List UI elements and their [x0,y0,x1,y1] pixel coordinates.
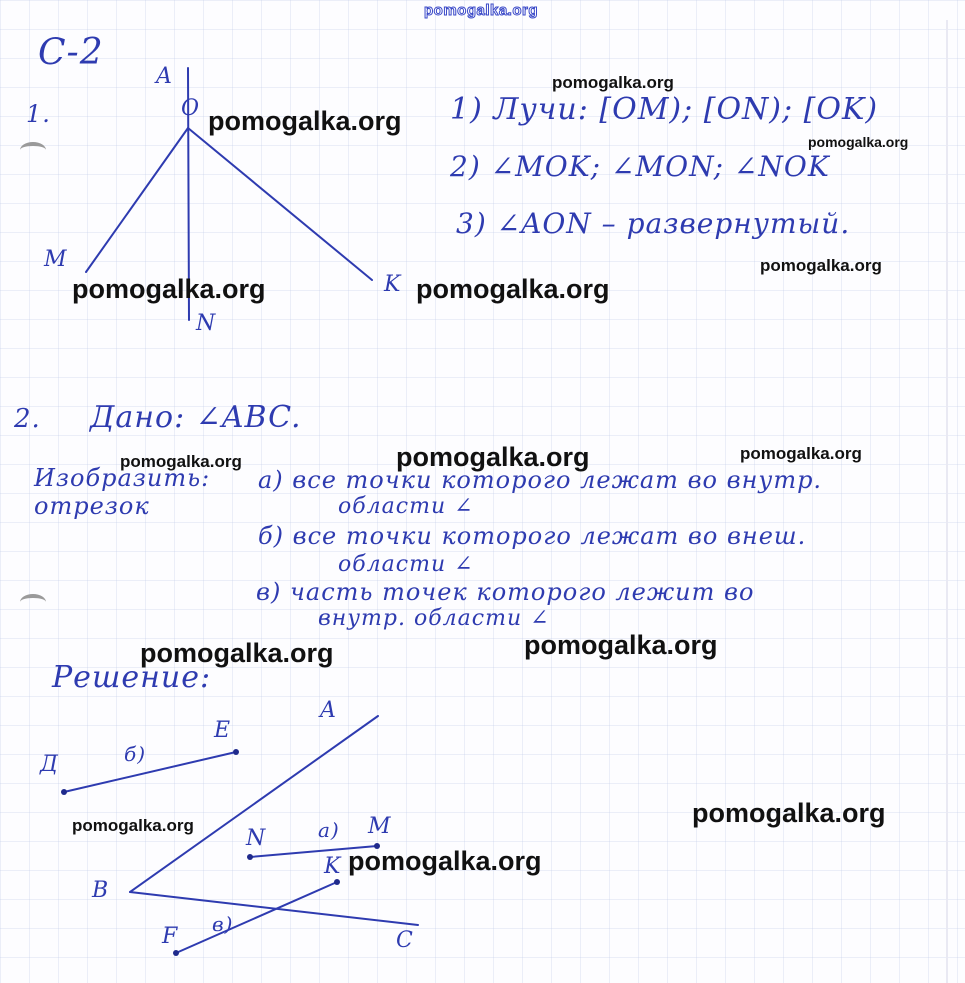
watermark: pomogalka.org [740,444,862,463]
point-a-label: A [156,64,173,89]
point-c-label: C [396,928,414,953]
task1-answer-3: 3) ∠AON – развернутый. [456,207,851,240]
watermark: pomogalka.org [692,798,886,828]
point-o-label: O [181,96,201,121]
watermark: pomogalka.org [552,73,674,92]
task2-number: 2. [14,404,41,434]
watermark: pomogalka.org [524,630,718,660]
watermark: pomogalka.org [760,256,882,275]
point-f-label: F [162,924,179,949]
point-a2-label: A [320,698,337,723]
ray-ok [188,128,372,280]
watermark: pomogalka.org [348,846,542,876]
segment-b-label: б) [124,742,147,766]
task1-number: 1. [26,100,51,128]
task2-item-a: а) все точки которого лежат во внутр. [258,466,823,494]
task2-item-c-cont: внутр. области ∠ [318,606,550,631]
watermark: pomogalka.org [120,452,242,471]
point-m2-label: M [368,814,392,839]
task2-item-b: б) все точки которого лежат во внеш. [258,522,807,550]
variant-label: С-2 [38,32,104,73]
watermark: pomogalka.org [72,274,266,304]
point-k2-label: K [324,854,342,879]
point-b-label: B [92,878,110,903]
point-d-dot [61,789,67,795]
solution-label: Решение: [52,660,212,695]
task2-given: Дано: ∠ABC. [90,400,302,435]
task1-answer-1: 1) Лучи: [OM); [ON); [OK) [450,92,879,127]
ray-om [86,128,188,272]
point-e-label: E [214,718,232,743]
point-d-label: Д [40,752,59,777]
point-n-dot [247,854,253,860]
segment-c-label: в) [212,912,234,936]
watermark: pomogalka.org [140,638,334,668]
point-n-label: N [196,311,217,336]
segment-a-label: а) [318,818,340,842]
point-k-dot [334,879,340,885]
point-k-label: K [384,272,402,297]
ray-bc [130,892,418,925]
watermark: pomogalka.org [808,134,909,150]
point-n2-label: N [246,826,267,851]
point-e-dot [233,749,239,755]
point-f-dot [173,950,179,956]
point-m-label: M [44,247,68,272]
watermark: pomogalka.org [416,274,610,304]
task2-item-a-cont: областu ∠ [338,494,474,519]
watermark: pomogalka.org [396,442,590,472]
task2-item-b-cont: области ∠ [338,552,474,577]
segment-de [64,752,236,792]
watermark-top: pomogalka.org [424,2,539,19]
task2-draw-label: Изобразить: отрезок [34,464,211,520]
task2-item-c: в) часть точек которого лежит во [256,578,755,606]
segment-fk [176,882,337,953]
watermark: pomogalka.org [208,106,402,136]
watermark: pomogalka.org [72,816,194,835]
task1-answer-2: 2) ∠MOK; ∠MON; ∠NOK [450,150,830,183]
